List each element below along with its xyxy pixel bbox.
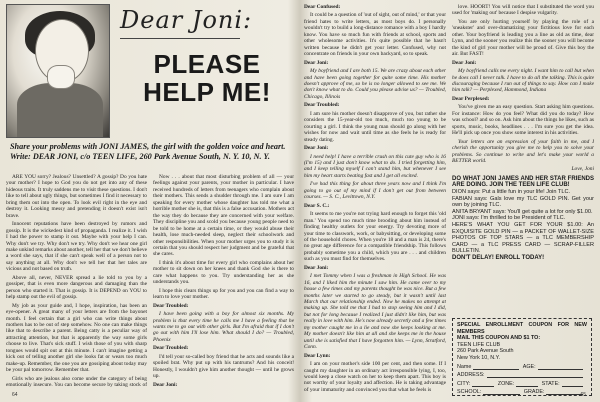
- paragraph: Your letters are an expression of your faith in me, and I cherish the opportunity you give me to help you to solve your problems. So continue to write and let's make your world a BETTER world.: [452, 138, 594, 164]
- article-header: [6, 4, 294, 174]
- salutation: Dear Troubled:: [153, 302, 189, 309]
- club-headline: DO WHAT JONI JAMES AND HER STAR FRIENDS ARE DOING. JOIN THE TEEN LIFE CLUB!: [452, 175, 594, 189]
- dear-joni-title: Dear Joni:: [120, 6, 253, 34]
- please-help-headline: PLEASE HELP ME!: [143, 49, 271, 107]
- salutation: Dear Lynn:: [304, 352, 331, 359]
- coupon-address-row: [457, 372, 587, 379]
- coupon-address-1: TEEN LIFE CLUB: [457, 341, 501, 348]
- salutation: Dear Joni:: [304, 145, 329, 152]
- coupon-address-2: 260 Park Avenue South: [457, 348, 514, 355]
- coupon-title: SPECIAL ENROLLMENT COUPON FOR NEW MEMBERS: [457, 322, 587, 335]
- paragraph: I am sure his mother doesn't disapprove of you, but rather she considers the 15-year-old too much, much too young to be courting a girl. I think the young man should go along with her wishes for now and wait until time as she feels he is ready for steady dating.: [304, 110, 446, 143]
- coupon-name-row: [457, 364, 587, 371]
- state-field[interactable]: [562, 381, 583, 387]
- coupon-city-row: [457, 381, 587, 388]
- letter: My boyfriend calls me every night. I want him to call but when he does call I never talk. I have to do all the talking. This is quite discouraging because I run out of things to say. How can I make him talk? — Perplexed, Hammond, Indiana: [452, 68, 594, 94]
- letter: I have been going with a boy for almost six months. My problem is that every time he calls me I have a feeling that he wants me to go out with other girls. But I'm afraid that if I don't go out with him I'll lose him. What should I do? — Troubled, Phoenix: [153, 311, 294, 343]
- paragraph: You've given me an easy question. Start asking him questions. For instance: How do you feel? What did you do today? How was school? and so on. Ask him about the things he likes, such as sports, music, books, headlines . . . I'm sure you get the idea. He'll pick up once you show some interest in his activities.: [452, 104, 594, 137]
- photo-body-shape: [17, 83, 103, 137]
- club-line: FABIAN says: Gals love my TLC GOLD PIN. Get your own by joining TLC.: [452, 195, 594, 209]
- name-label: Name: [457, 363, 472, 370]
- paragraph: It seems to me you're not trying hard enough to forget this 'old man.' You spend too much time brooding about him instead of finding healthy outlets for your energy. Try devoting more of your time to classwork, work, or babysitting, or developing some of the household chores. When you're 18 and a man is 24, there's no great age difference for a compatible friendship. This follows probably sometime you a child, which you are . . . and children such as you must find for themselves.: [304, 211, 446, 263]
- paragraph: I'd tell your so-called boy friend that he acts and sounds like a spoiled brat. Why put up with his tantrums? And his conceit! Honestly, I wouldn't give him another thought — until he grows up.: [153, 353, 294, 380]
- paragraph: Now . . . about that most disturbing problem of all — your feelings against your parents, your mother in particular. I have received hundreds of letters from teenagers who complain about their mothers. This sends a shudder through me. I am sure I am speaking for every mother whose daughter has told me what a horrible mother she is, that this is a false accusation. Mothers act the way they do because they are concerned with your welfare. They discipline you and scold you because young people need to be told to be home at a certain time, or they would abuse their health, lose much-needed sleep, neglect their schoolwork and other responsibilities. When your mother urges you to study it is certain that you should respect her judgment and be grateful that she cares.: [153, 174, 294, 258]
- column-subhead: Share your problems with JONI JAMES, the girl with the golden voice and heart. Write: DEAR JONI, c/o TEEN LIFE, 260 Park Avenue South, N. Y. 10, N. Y.: [10, 142, 286, 161]
- coupon-mail-line: MAIL THIS COUPON AND $1 TO:: [457, 335, 541, 342]
- address-label: ADDRESS:: [457, 372, 485, 379]
- letter: I met Tommy when I was a freshman in High School. He was 16, and I liked him the minute I saw him. He came over to my house a few times and my parents thought he was nice. But a few months later we started to go steady, but it wasn't until last March that our relationship ended. Now he makes no attempt at making up. She told me that I had to stop seeing him and I did, but not for long because I realized I just didn't like him, but was really in love with him. He's now already secretly and a few times my mother caught me in a lie and now she keeps looking at me. My mother doesn't like him at all and she keeps me in the house until she is satisfied that I have forgotten him. — Lynn, Stratford, Conn.: [304, 273, 446, 351]
- right-page: [304, 4, 594, 398]
- paragraph: You are only hurting yourself by playing the role of a 'sneakster' and over-dramatizing your fictitious love for each other. Your boyfriend is leading you a line as old as time, dear Lynn, and the sooner you realize this the sooner you will become the kind of girl your mother will be proud of. Give this boy the air. But FAST!: [452, 18, 594, 58]
- paragraph: I hope this clears things up for you and you can find a way to learn to love your mother.: [153, 287, 294, 301]
- paragraph: Above all, never, NEVER spread a lie told to you by a gossiper, that is even more dangerous and damaging than the person who started it. That is gossip. It is DEPEND on YOU to help stamp out the evil of gossip.: [6, 274, 147, 301]
- salutation: Dear Confused:: [304, 4, 341, 10]
- club-cta: DON'T DELAY! ENROLL TODAY!: [452, 255, 545, 261]
- salutation: Dear Joni:: [153, 381, 178, 388]
- salutation: Dear Joni:: [304, 59, 329, 66]
- left-columns: [6, 174, 294, 389]
- coupon-address-3: New York 10, N.Y.: [457, 354, 501, 361]
- right-columns: [304, 4, 594, 398]
- age-field[interactable]: [538, 364, 583, 370]
- photo-hand-shape: [47, 65, 75, 89]
- school-field[interactable]: [483, 389, 520, 395]
- letter: I've had this thing for about three years now and I think I'm going to go out of my mind if I don't get out from between courses. — S. C., Levittown, N.Y.: [304, 181, 446, 201]
- signoff: Love, Joni: [571, 166, 594, 173]
- salutation: Dear Troubled:: [304, 102, 340, 109]
- folio-left: 64: [12, 392, 18, 398]
- teen-life-club-promo: [452, 176, 594, 262]
- club-line: HERE'S WHAT YOU GET FOR YOUR $1.00: An EXQUISITE GOLD PIN — a PACKET OF WALLET-SIZE PHOTOS OF TOP STARS — a TLC MEMBERSHIP CARD — a TLC PRESS CARD — SCRAP-FILLER BULLETIN.: [452, 222, 594, 255]
- paragraph: My job as your guide and, I hope, inspiration, has been an eye-opener. A great many of your letters are from the bayonet month. I feel certain that a girl who can write things about mothers has to be out of step somehow. No one can make things like that to describe a parent. Being catty is a peculiar way of attracting attention, but that is apparently the way some girls choose to live. That's sick stuff. I wish those of you with sharp tongues would spit out at this minute. I can't imagine getting a kick out of telling another girl she looks fat or wears too much make-up. Remember, the one you are gossiping about today may be your pal tomorrow. Remember that.: [6, 302, 147, 374]
- enrollment-coupon[interactable]: [452, 318, 592, 396]
- city-label: CITY:: [457, 380, 471, 387]
- joni-james-photo: [6, 4, 110, 138]
- address-field[interactable]: [487, 372, 583, 378]
- folio-right: 65: [580, 392, 586, 398]
- letter: I need help! I have a terrible crush on this cute guy who is 16 (I'm 15) and I just don't know what to do. I tried forgetting him, and I keep telling myself I can't stand him, but whenever I see him my heart starts beating fast and I get all excited.: [304, 153, 446, 179]
- letter: My boyfriend and I are both 15. We are crazy about each other and have been going together for quite some time. His mother doesn't approve of me, so he is no longer allowed to see me. We don't know what to do. Could you please advise us? — Troubled, Chicago, Illinois: [304, 68, 446, 100]
- club-line: ANITA BRYANT says: You'll get quite a lot for only $1.00.: [452, 208, 593, 215]
- title-underline: [120, 38, 240, 39]
- paragraph: Innocent reputations have been destroyed by rumors and gossip. It is the wickedest kind of propaganda. I realize it. I wish I had the power to stamp it out. Maybe with your help I can. Why don't we try. Why don't we try. Why don't we hear one girl make unkind remarks about another, tell her that we don't believe a word she says, that if she can't speak well of a person not to say anything at all. Why don't we tell her that her tales are vicious and not based on truth.: [6, 221, 147, 273]
- left-page: [6, 4, 294, 398]
- salutation: Dear Troubled:: [153, 345, 189, 352]
- left-column-2: [153, 174, 294, 389]
- zone-label: ZONE:: [497, 380, 515, 387]
- city-field[interactable]: [472, 381, 493, 387]
- club-line: JONI says: I'm thrilled to be President of TLC.: [452, 215, 566, 222]
- salutation: Dear Joni:: [304, 264, 329, 271]
- paragraph: ARE YOU sorry? Jealous? Unsettled? A gossip? Do you hate your mother? I hope to God you do not get into any of these hideous traits. It truly saddens me to visit these questions. I don't like to tell about ugly things, but sometimes I find it necessary to bring them out into the open. To look evil right in the eye and destroy it. Looking messy and pretending it doesn't exist isn't brave.: [6, 174, 147, 219]
- grade-label: GRADE:: [523, 389, 545, 396]
- zone-field[interactable]: [516, 381, 537, 387]
- name-field[interactable]: [473, 364, 518, 370]
- left-column-1: [6, 174, 147, 389]
- right-column-2: [452, 4, 594, 398]
- salutation: Dear Joni:: [452, 59, 477, 66]
- grade-field[interactable]: [546, 389, 583, 395]
- club-line: DION says: Put a little fun in your life! Join TLC.: [452, 189, 571, 196]
- coupon-school-row: [457, 389, 587, 396]
- paragraph: love. HOORT! You will notice that I substituted the word you used for 'making out' because I despise vulgarity.: [452, 4, 594, 17]
- paragraph: I think it's about time for every girl who complains about her mother to sit down on her knees and thank God she is there to care what happens to you. Try understanding her as she understands you.: [153, 259, 294, 286]
- salutation: Dear S. C.:: [304, 202, 330, 209]
- right-column-1: [304, 4, 446, 398]
- paragraph: I am on your mother's side 100 per cent, and then some. If I caught my daughter in an ordinary act irresponsible lying, I, too, would keep a close watch on her to keep them apart. This boy is not worthy of your loyalty and affection. He is taking advantage of your immaturity and convinced you that what he feels is: [304, 361, 446, 393]
- paragraph: It could be a question of 'out of sight, out of mind,' or that your friend hates to write letters, as most boys do. I personally wouldn't try to build a long-distance romance with a boy I hardly know. You have so much fun with friends at school, sports and other wholesome activities. It's quite possible that he hasn't written because he didn't get your letter. Confused, why not concentrate on friends in your own backyard, so to speak.: [304, 12, 446, 58]
- salutation: Dear Perplexed:: [452, 95, 490, 102]
- state-label: STATE:: [541, 380, 560, 387]
- age-label: AGE:: [522, 363, 536, 370]
- paragraph: Girls who are jealous also come under the category of being emotionally insecure. You can become secure by taking stock of: [6, 375, 147, 389]
- school-label: SCHOOL:: [457, 389, 482, 396]
